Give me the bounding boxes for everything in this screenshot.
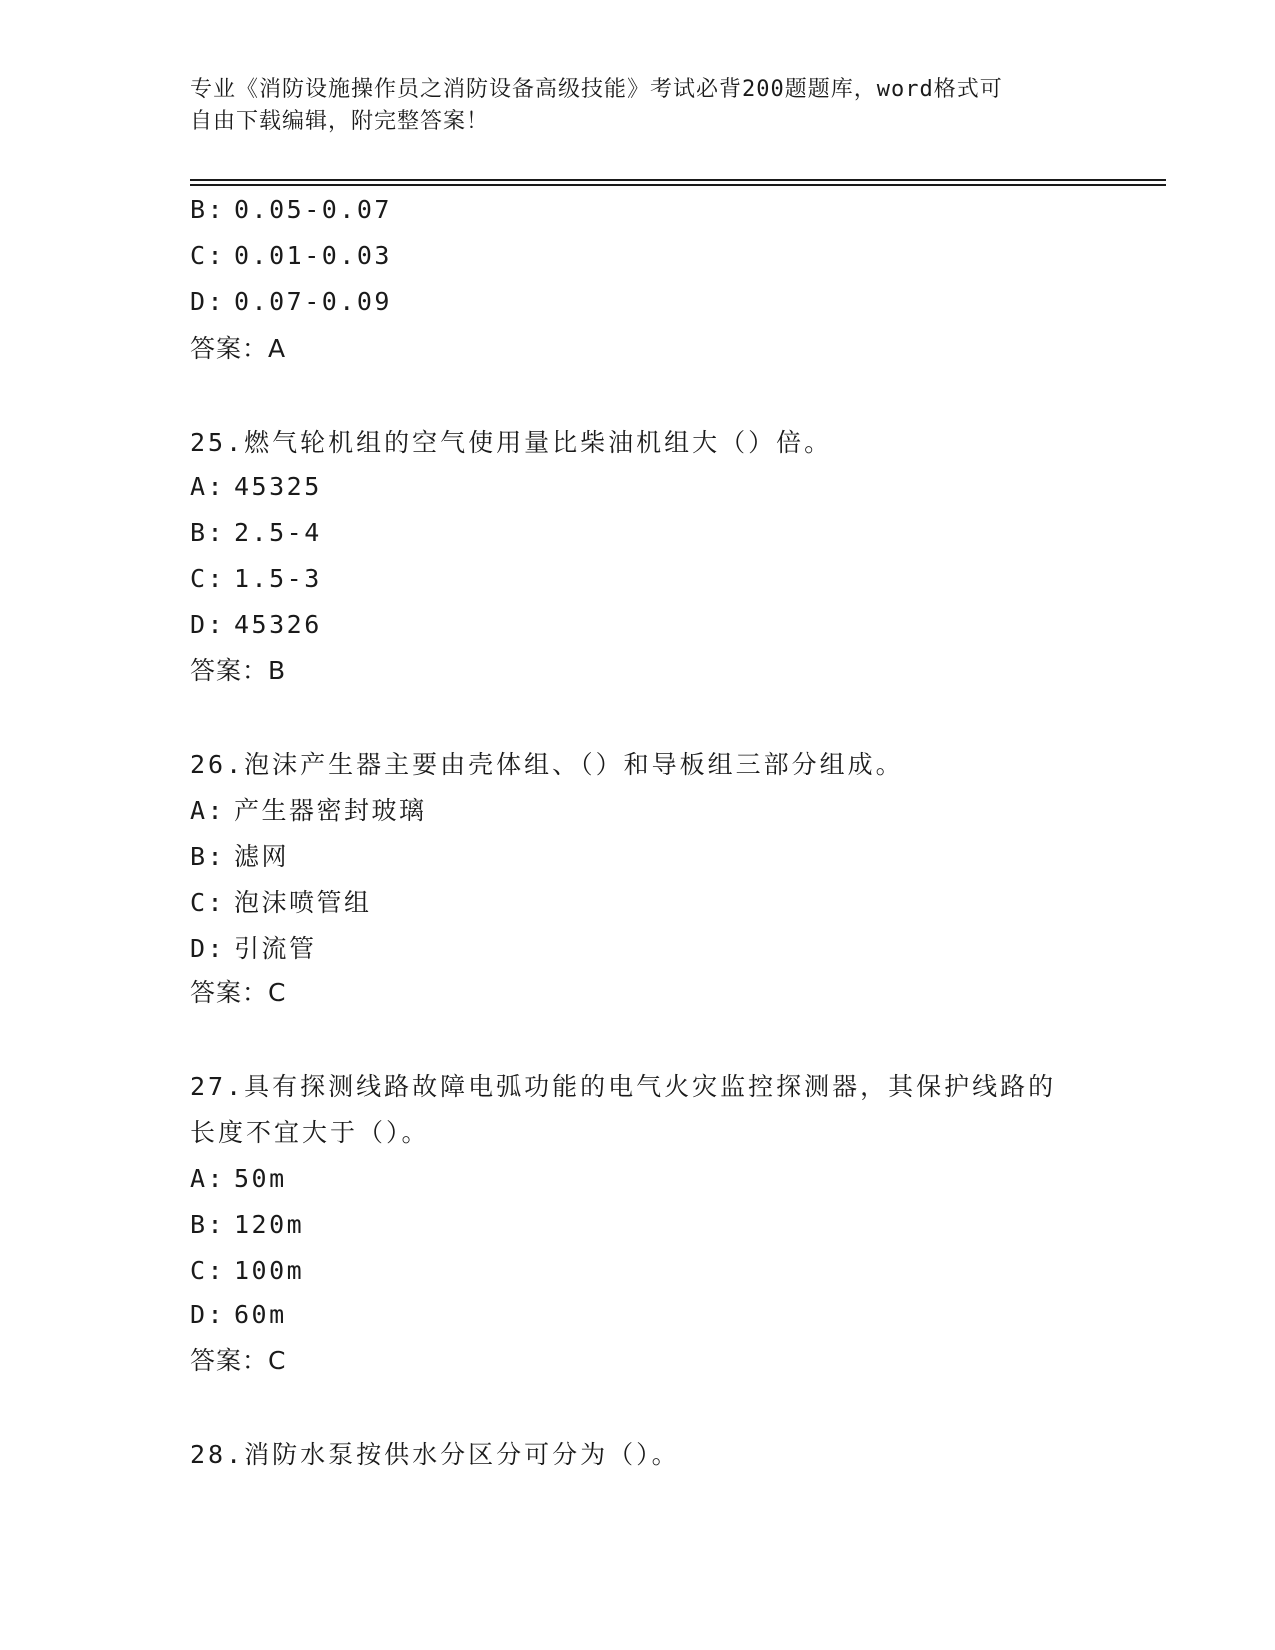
option-row [190, 1163, 287, 1195]
option-text: 引流管 [234, 934, 317, 963]
answer-line: 答案：C [190, 978, 287, 1007]
option-row [190, 933, 317, 965]
option-text: 泡沫喷管组 [234, 888, 372, 917]
option-letter: B: [190, 842, 226, 871]
question-number: 26. [190, 750, 245, 779]
option-text: 0.05-0.07 [234, 195, 392, 224]
question-number: 27. [190, 1072, 245, 1101]
option-text: 0.07-0.09 [234, 287, 392, 316]
option-letter: A: [190, 472, 226, 501]
option-row [190, 887, 372, 919]
question-number: 25. [190, 428, 245, 457]
option-row [190, 795, 427, 827]
option-row [190, 1209, 304, 1241]
option-text: 60m [234, 1300, 287, 1329]
option-row [190, 240, 392, 272]
option-text: 45326 [234, 610, 322, 639]
option-text: 50m [234, 1164, 287, 1193]
question-text: 具有探测线路故障电弧功能的电气火灾监控探测器，其保护线路的 [244, 1072, 1057, 1101]
header-divider-top [190, 179, 1166, 181]
option-text: 45325 [234, 472, 322, 501]
option-letter: B: [190, 195, 226, 224]
option-row [190, 286, 392, 318]
option-letter: C: [190, 564, 226, 593]
question-stem [190, 427, 832, 459]
option-row [190, 563, 322, 595]
option-text: 100m [234, 1256, 305, 1285]
option-letter: C: [190, 888, 226, 917]
header-line-1: 专业《消防设施操作员之消防设备高级技能》考试必背200题题库，word格式可 [190, 77, 1003, 102]
option-letter: D: [190, 1300, 226, 1329]
option-row [190, 517, 322, 549]
option-row [190, 471, 322, 503]
question-number: 28. [190, 1440, 245, 1469]
answer-line: 答案：B [190, 656, 287, 685]
option-row [190, 194, 392, 226]
option-text: 滤网 [234, 842, 290, 871]
header-divider-bottom [190, 184, 1166, 186]
option-letter: B: [190, 1210, 226, 1239]
option-text: 1.5-3 [234, 564, 322, 593]
option-text: 2.5-4 [234, 518, 322, 547]
option-letter: D: [190, 287, 226, 316]
option-letter: C: [190, 1256, 226, 1285]
header-line-2: 自由下载编辑，附完整答案！ [190, 109, 490, 134]
option-text: 120m [234, 1210, 305, 1239]
question-text-continued: 长度不宜大于（）。 [190, 1118, 430, 1147]
question-stem [190, 1439, 680, 1471]
option-letter: A: [190, 1164, 226, 1193]
question-stem [190, 749, 904, 781]
option-letter: D: [190, 934, 226, 963]
option-text: 0.01-0.03 [234, 241, 392, 270]
option-row [190, 841, 289, 873]
option-letter: B: [190, 518, 226, 547]
question-text: 燃气轮机组的空气使用量比柴油机组大（）倍。 [244, 428, 833, 457]
question-text: 消防水泵按供水分区分可分为（）。 [244, 1440, 680, 1469]
option-text: 产生器密封玻璃 [234, 796, 427, 825]
page-header [190, 74, 1090, 138]
option-letter: A: [190, 796, 226, 825]
answer-line: 答案：C [190, 1346, 287, 1375]
question-stem [190, 1071, 1056, 1103]
option-row [190, 1255, 304, 1287]
option-letter: C: [190, 241, 226, 270]
question-text: 泡沫产生器主要由壳体组、（）和导板组三部分组成。 [244, 750, 904, 779]
option-letter: D: [190, 610, 226, 639]
option-row [190, 609, 322, 641]
answer-line: 答案：A [190, 334, 287, 363]
option-row [190, 1299, 287, 1331]
